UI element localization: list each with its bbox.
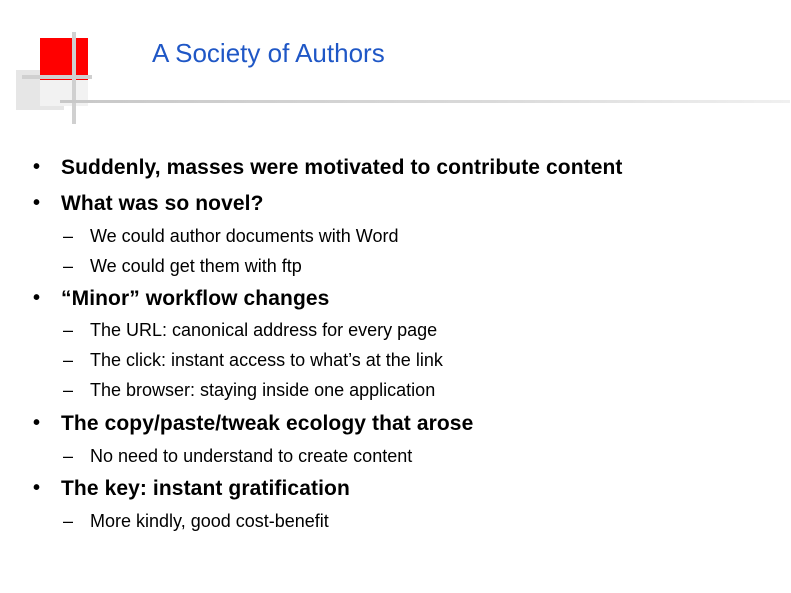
sub-bullet-text: The browser: staying inside one application	[90, 380, 436, 400]
bullet-point	[33, 477, 350, 501]
bullet-text: The copy/paste/tweak ecology that arose	[61, 412, 474, 435]
bullet-dot-icon: •	[33, 156, 41, 178]
sub-bullet-point	[63, 350, 443, 371]
dash-icon: –	[63, 511, 74, 531]
vertical-rule	[72, 32, 76, 124]
horizontal-rule-short	[22, 75, 92, 79]
sub-bullet-text: The click: instant access to what’s at the link	[90, 350, 443, 370]
title-underline-rule	[60, 100, 790, 103]
sub-bullet-point	[63, 446, 413, 467]
dash-icon: –	[63, 256, 74, 276]
sub-bullet-text: We could get them with ftp	[90, 256, 302, 276]
bullet-point	[33, 192, 264, 216]
bullet-text: What was so novel?	[61, 192, 264, 215]
bullet-dot-icon: •	[33, 412, 41, 434]
bullet-dot-icon: •	[33, 287, 41, 309]
sub-bullet-text: No need to understand to create content	[90, 446, 413, 466]
sub-bullet-point	[63, 380, 436, 401]
bullet-point	[33, 156, 623, 180]
slide-title: A Society of Authors	[152, 38, 385, 68]
red-square-shape	[40, 38, 88, 80]
bullet-point	[33, 412, 474, 436]
bullet-text: Suddenly, masses were motivated to contribute content	[61, 156, 623, 179]
bullet-dot-icon: •	[33, 192, 41, 214]
slide-logo-decoration	[0, 0, 791, 130]
sub-bullet-text: More kindly, good cost-benefit	[90, 511, 329, 531]
dash-icon: –	[63, 226, 74, 246]
dash-icon: –	[63, 320, 74, 340]
dash-icon: –	[63, 446, 74, 466]
bullet-point	[33, 287, 330, 311]
sub-bullet-text: We could author documents with Word	[90, 226, 399, 246]
dash-icon: –	[63, 350, 74, 370]
dash-icon: –	[63, 380, 74, 400]
sub-bullet-point	[63, 320, 438, 341]
bullet-text: “Minor” workflow changes	[61, 287, 330, 310]
bullet-text: The key: instant gratification	[61, 477, 350, 500]
sub-bullet-text: The URL: canonical address for every page	[90, 320, 438, 340]
sub-bullet-point	[63, 256, 302, 277]
sub-bullet-point	[63, 511, 329, 532]
bullet-dot-icon: •	[33, 477, 41, 499]
sub-bullet-point	[63, 226, 399, 247]
